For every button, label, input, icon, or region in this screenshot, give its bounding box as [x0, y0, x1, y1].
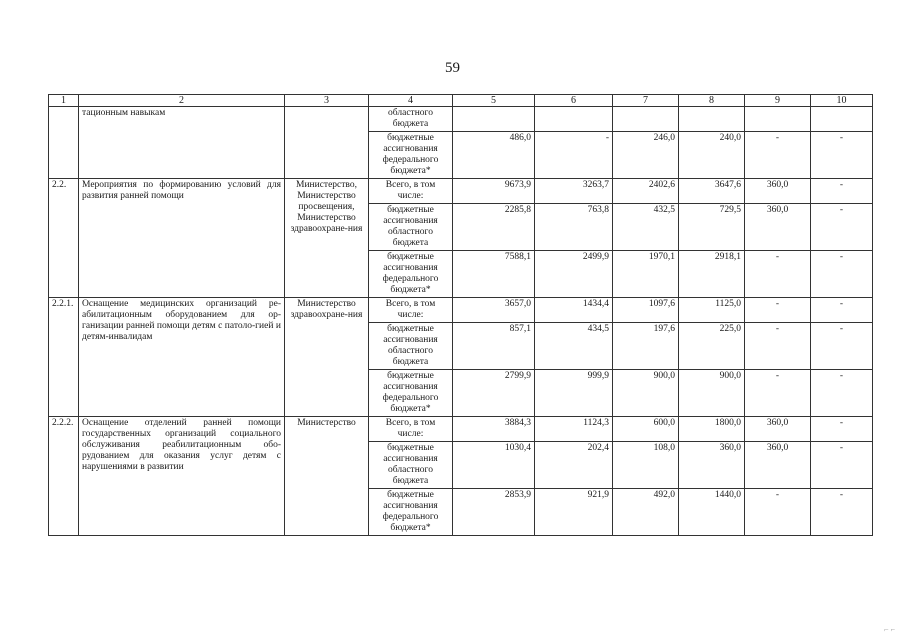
value-cell [535, 107, 613, 132]
executor-cell: Министерство здравоохране-ния [285, 298, 369, 417]
value-cell: 2853,9 [453, 489, 535, 536]
item-code: 2.2.1. [49, 298, 79, 417]
value-cell: 240,0 [679, 132, 745, 179]
value-cell: 360,0 [745, 179, 811, 204]
funding-source: бюджетные ассигнования областного бюджета [369, 323, 453, 370]
item-code: 2.2.2. [49, 417, 79, 536]
value-cell: 763,8 [535, 204, 613, 251]
value-cell: 2799,9 [453, 370, 535, 417]
value-cell: 108,0 [613, 442, 679, 489]
value-cell: - [745, 132, 811, 179]
value-cell: 202,4 [535, 442, 613, 489]
executor-cell: Министерство [285, 417, 369, 536]
value-cell: - [745, 370, 811, 417]
activity-name: Мероприятия по формированию условий для развития ранней помощи [79, 179, 285, 298]
value-cell: 999,9 [535, 370, 613, 417]
scan-mark: ⌐ ⌐ [883, 625, 895, 634]
column-header: 7 [613, 95, 679, 107]
value-cell: - [811, 132, 873, 179]
value-cell: 2918,1 [679, 251, 745, 298]
value-cell: - [535, 132, 613, 179]
value-cell: - [811, 489, 873, 536]
value-cell: - [745, 323, 811, 370]
column-header: 10 [811, 95, 873, 107]
column-header: 2 [79, 95, 285, 107]
value-cell: - [745, 251, 811, 298]
column-header: 9 [745, 95, 811, 107]
code-cell [49, 107, 79, 179]
value-cell: - [811, 442, 873, 489]
value-cell: 3884,3 [453, 417, 535, 442]
table-row [49, 298, 873, 323]
value-cell [613, 107, 679, 132]
column-header: 6 [535, 95, 613, 107]
funding-source: Всего, в том числе: [369, 417, 453, 442]
value-cell: - [811, 251, 873, 298]
funding-source: областного бюджета [369, 107, 453, 132]
funding-source: бюджетные ассигнования федерального бюджета* [369, 370, 453, 417]
funding-source: бюджетные ассигнования областного бюджета [369, 442, 453, 489]
executor-cell: Министерство, Министерство просвещения, Министерство здравоохране-ния [285, 179, 369, 298]
value-cell: 434,5 [535, 323, 613, 370]
value-cell: 3657,0 [453, 298, 535, 323]
value-cell: 492,0 [613, 489, 679, 536]
value-cell: 360,0 [745, 204, 811, 251]
value-cell: 2499,9 [535, 251, 613, 298]
column-header: 1 [49, 95, 79, 107]
value-cell [453, 107, 535, 132]
item-code: 2.2. [49, 179, 79, 298]
value-cell: 7588,1 [453, 251, 535, 298]
header-row [49, 95, 873, 107]
value-cell: 2402,6 [613, 179, 679, 204]
value-cell: 486,0 [453, 132, 535, 179]
value-cell: 432,5 [613, 204, 679, 251]
funding-source: бюджетные ассигнования областного бюджета [369, 204, 453, 251]
value-cell: 225,0 [679, 323, 745, 370]
table-row [49, 179, 873, 204]
value-cell: - [811, 370, 873, 417]
page-number: 59 [445, 60, 460, 76]
value-cell: - [811, 204, 873, 251]
value-cell: 3263,7 [535, 179, 613, 204]
column-header: 4 [369, 95, 453, 107]
value-cell: 1800,0 [679, 417, 745, 442]
funding-source: Всего, в том числе: [369, 179, 453, 204]
budget-table [48, 94, 873, 536]
value-cell: 197,6 [613, 323, 679, 370]
value-cell: - [745, 298, 811, 323]
table-row [49, 107, 873, 132]
value-cell: 921,9 [535, 489, 613, 536]
column-header: 5 [453, 95, 535, 107]
value-cell: 360,0 [745, 442, 811, 489]
value-cell: 360,0 [679, 442, 745, 489]
value-cell: 1434,4 [535, 298, 613, 323]
value-cell: - [745, 489, 811, 536]
value-cell: 1097,6 [613, 298, 679, 323]
value-cell: - [811, 323, 873, 370]
value-cell: 857,1 [453, 323, 535, 370]
value-cell: 1440,0 [679, 489, 745, 536]
funding-source: Всего, в том числе: [369, 298, 453, 323]
value-cell: 9673,9 [453, 179, 535, 204]
value-cell: 3647,6 [679, 179, 745, 204]
activity-name: Оснащение отделений ранней помощи государственных организаций социального обслуживания реабилитационным обо-рудованием для оказания услуг детям с нарушениями в развитии [79, 417, 285, 536]
value-cell: 2285,8 [453, 204, 535, 251]
value-cell: 246,0 [613, 132, 679, 179]
value-cell: - [811, 179, 873, 204]
value-cell: - [811, 298, 873, 323]
funding-source: бюджетные ассигнования федерального бюджета* [369, 132, 453, 179]
value-cell: 1125,0 [679, 298, 745, 323]
column-header: 3 [285, 95, 369, 107]
executor-cell [285, 107, 369, 179]
funding-source: бюджетные ассигнования федерального бюджета* [369, 251, 453, 298]
value-cell [679, 107, 745, 132]
value-cell [745, 107, 811, 132]
value-cell: 900,0 [679, 370, 745, 417]
table-body [49, 107, 873, 536]
value-cell [811, 107, 873, 132]
value-cell: - [811, 417, 873, 442]
value-cell: 729,5 [679, 204, 745, 251]
value-cell: 900,0 [613, 370, 679, 417]
value-cell: 600,0 [613, 417, 679, 442]
activity-name: Оснащение медицинских организаций ре-абилитационным оборудованием для ор-ганизации ранней помощи детям с патоло-гией и детям-инвалидам [79, 298, 285, 417]
column-header: 8 [679, 95, 745, 107]
value-cell: 1030,4 [453, 442, 535, 489]
value-cell: 1970,1 [613, 251, 679, 298]
value-cell: 1124,3 [535, 417, 613, 442]
activity-name: тационным навыкам [79, 107, 285, 179]
table-row [49, 417, 873, 442]
funding-source: бюджетные ассигнования федерального бюджета* [369, 489, 453, 536]
value-cell: 360,0 [745, 417, 811, 442]
